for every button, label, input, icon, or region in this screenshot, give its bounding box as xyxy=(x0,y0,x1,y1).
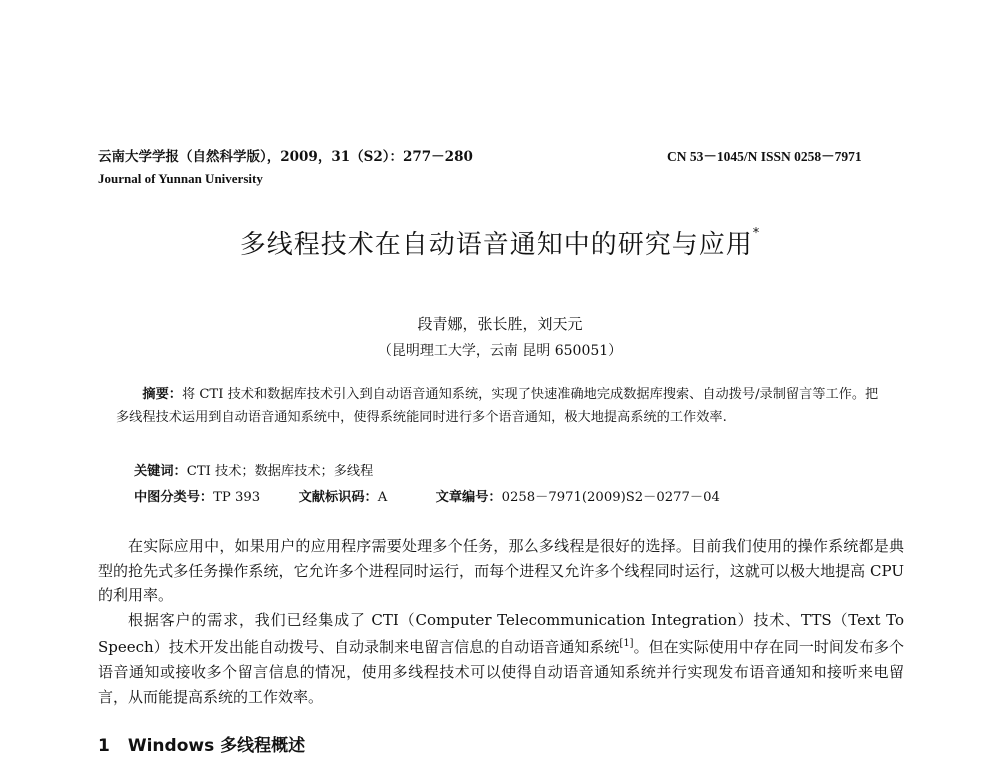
paragraph-2-part-b: 。但在实际使用中存在同一时间发布多个语音通知或接收多个留言信息的情况，使用多线程技术可以使得自动语音通知系统并行实现发布语音通知和接听来电留言，从而能提高系统的工作效率。 xyxy=(98,638,904,706)
section-title: Windows 多线程概述 xyxy=(127,736,306,756)
doc-code-value: A xyxy=(377,490,388,505)
keywords-label: 关键词： xyxy=(134,464,187,479)
body-text xyxy=(98,534,904,709)
abstract-text: 将 CTI 技术和数据库技术引入到自动语音通知系统，实现了快速准确地完成数据库搜索、自动拨号/录制留言等工作。把多线程技术运用到自动语音通知系统中，使得系统能同时进行多个语音通知，极大地提高系统的工作效率. xyxy=(116,387,879,425)
citation-ref: [1] xyxy=(619,638,634,650)
keywords xyxy=(134,460,373,479)
abstract xyxy=(116,383,886,429)
journal-name-en: Journal of Yunnan University xyxy=(98,171,263,186)
clc-label: 中图分类号： xyxy=(134,490,214,505)
section-number: 1 xyxy=(98,736,110,756)
issn-line: CN 53－1045/N ISSN 0258－7971 xyxy=(667,149,862,164)
keywords-text: CTI 技术；数据库技术；多线程 xyxy=(186,464,374,479)
affiliation: （昆明理工大学，云南 昆明 650051） xyxy=(377,343,623,359)
journal-citation-cn: 云南大学学报（自然科学版），2009，31（S2）：277－280 xyxy=(98,149,473,165)
clc-value: TP 393 xyxy=(213,490,261,505)
authors: 段青娜，张长胜，刘天元 xyxy=(417,315,583,333)
section-heading xyxy=(98,731,305,756)
doc-code-label: 文献标识码： xyxy=(298,490,378,505)
title-footnote-mark: * xyxy=(752,226,761,242)
paragraph-2-part-a: 根据客户的需求，我们已经集成了 CTI（Computer Telecommunication Integration）技术、TTS（Text To Speech）技术开发出能自动拨号、自动录制来电留言信息的自动语音通知系统 xyxy=(98,610,904,657)
abstract-label: 摘要： xyxy=(142,387,182,402)
paper-title-text: 多线程技术在自动语音通知中的研究与应用 xyxy=(239,230,753,260)
article-number-label: 文章编号： xyxy=(435,490,502,505)
article-number-value: 0258－7971(2009)S2－0277－04 xyxy=(501,490,720,505)
paper-title xyxy=(0,224,1000,261)
paragraph-1: 在实际应用中，如果用户的应用程序需要处理多个任务，那么多线程是很好的选择。目前我们使用的操作系统都是典型的抢先式多任务操作系统，它允许多个进程同时运行，而每个进程又允许多个线程同时运行，这就可以极大地提高 CPU 的利用率。 xyxy=(98,537,904,605)
classification-line xyxy=(134,486,720,505)
paragraph-2 xyxy=(98,608,904,709)
